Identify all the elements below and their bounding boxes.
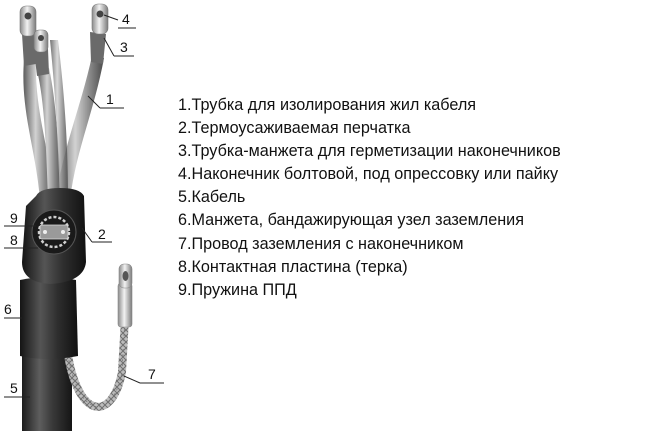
- grounding-cuff: [20, 277, 78, 359]
- legend-item-7: 7.Провод заземления с наконечником: [178, 234, 464, 253]
- lug-right: [92, 4, 108, 34]
- legend-item-3: 3.Трубка-манжета для герметизации наконечников: [178, 142, 561, 161]
- legend-item-5: 5.Кабель: [178, 188, 246, 207]
- cable: [22, 352, 72, 431]
- callout-1: 1: [106, 91, 114, 107]
- callout-4: 4: [122, 11, 130, 27]
- callout-2: 2: [98, 226, 106, 242]
- legend-item-1: 1.Трубка для изолирования жил кабеля: [178, 96, 477, 114]
- legend-item-8: 8.Контактная пластина (терка): [178, 257, 408, 276]
- grounding-lug-sleeve: [118, 283, 132, 327]
- lug-left: [20, 6, 36, 36]
- parts-legend: [178, 94, 658, 302]
- legend-item-4: 4.Наконечник болтовой, под опрессовку или пайку: [178, 165, 559, 184]
- callout-8: 8: [10, 232, 18, 248]
- callout-5: 5: [10, 380, 18, 396]
- callout-9: 9: [10, 210, 18, 226]
- legend-item-9: 9.Пружина ППД: [178, 280, 297, 299]
- callout-3: 3: [120, 39, 128, 55]
- lug-mid: [34, 30, 48, 52]
- legend-item-2: 2.Термоусаживаемая перчатка: [178, 119, 411, 138]
- callout-6: 6: [4, 301, 12, 317]
- sealing-sleeve-mid: [34, 49, 49, 76]
- legend-item-6: 6.Манжета, бандажирующая узел заземления: [178, 211, 524, 230]
- callout-7: 7: [148, 366, 156, 382]
